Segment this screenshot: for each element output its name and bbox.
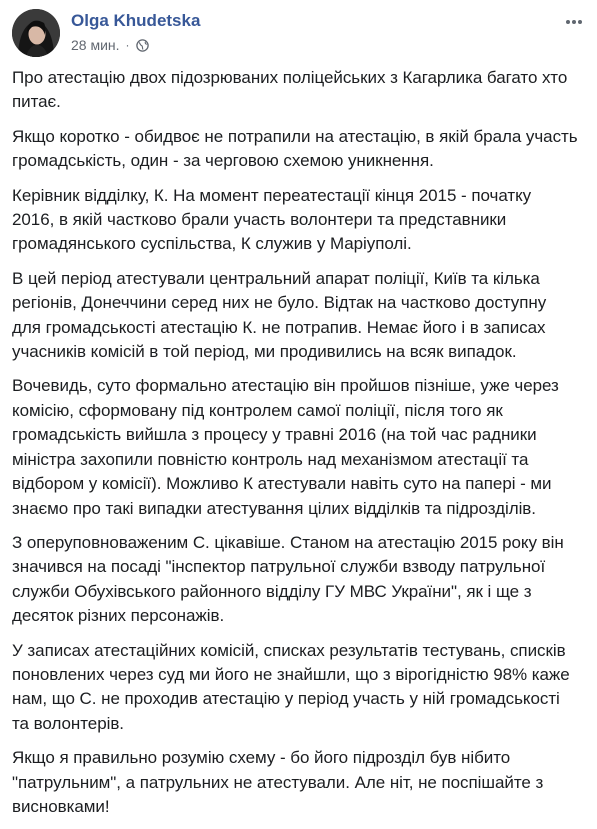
more-options-icon[interactable]	[559, 11, 587, 33]
post-paragraph: З оперуповноваженим С. цікавіше. Станом на атестацію 2015 року він значився на посаді "інспектор патрульної служби взводу патрульної служби Обухівського районного відділу ГУ МВС України", як і ще з десяток різних персонажів.	[12, 532, 564, 626]
author-name-link[interactable]: Olga Khudetska	[71, 11, 201, 30]
post-paragraph: У записах атестаційних комісій, списках результатів тестувань, списків поновлених через суд ми його не знайшли, що з вірогідністю 98% каже нам, що С. не проходив атестацію у період участь у ній громадськості та волонтерів.	[12, 640, 570, 733]
post-paragraph: Про атестацію двох підозрюваних поліцейських з Кагарлика багато хто питає.	[12, 68, 568, 112]
post-paragraph: Якщо я правильно розумію схему - бо його підрозділ був нібито "патрульним", а патрульних не атестували. Але ніт, не поспішайте з висновками!	[12, 748, 544, 816]
globe-icon[interactable]	[136, 39, 149, 52]
author-avatar[interactable]	[12, 9, 60, 57]
meta-separator: ·	[125, 38, 130, 52]
post-body	[12, 66, 578, 829]
post-paragraph: Вочевидь, суто формально атестацію він пройшов пізніше, уже через комісію, сформовану під контролем самої поліції, після того як громадськість вийшла з процесу у травні 2016 (на той час радники міністра захопили повністю контроль над механізмом атестації та відбором у комісії). Можливо К атестували навіть суто на папері - ми знаємо про такі випадки атестування цілих відділків та підрозділів.	[12, 376, 559, 518]
avatar-image	[12, 9, 60, 57]
post-timestamp[interactable]: 28 мин.	[71, 37, 120, 53]
post-paragraph: Якщо коротко - обидвоє не потрапили на атестацію, в якій брала участь громадськість, один - за черговою схемою уникнення.	[12, 126, 578, 171]
post-paragraph: Керівник відділку, К. На момент переатестації кінця 2015 - початку 2016, в якій частково брали участь волонтери та представники громадянського суспільства, К служив у Маріуполі.	[12, 185, 532, 254]
post-meta	[71, 36, 149, 54]
post-paragraph: В цей період атестували центральний апарат поліції, Київ та кілька регіонів, Донеччини серед них не було. Відтак на частково доступну для громадськості атестацію К. не потрапив. Немає його і в записах учасників комісій в той період, ми продивились на всяк випадок.	[12, 268, 547, 362]
post-header	[12, 9, 587, 61]
